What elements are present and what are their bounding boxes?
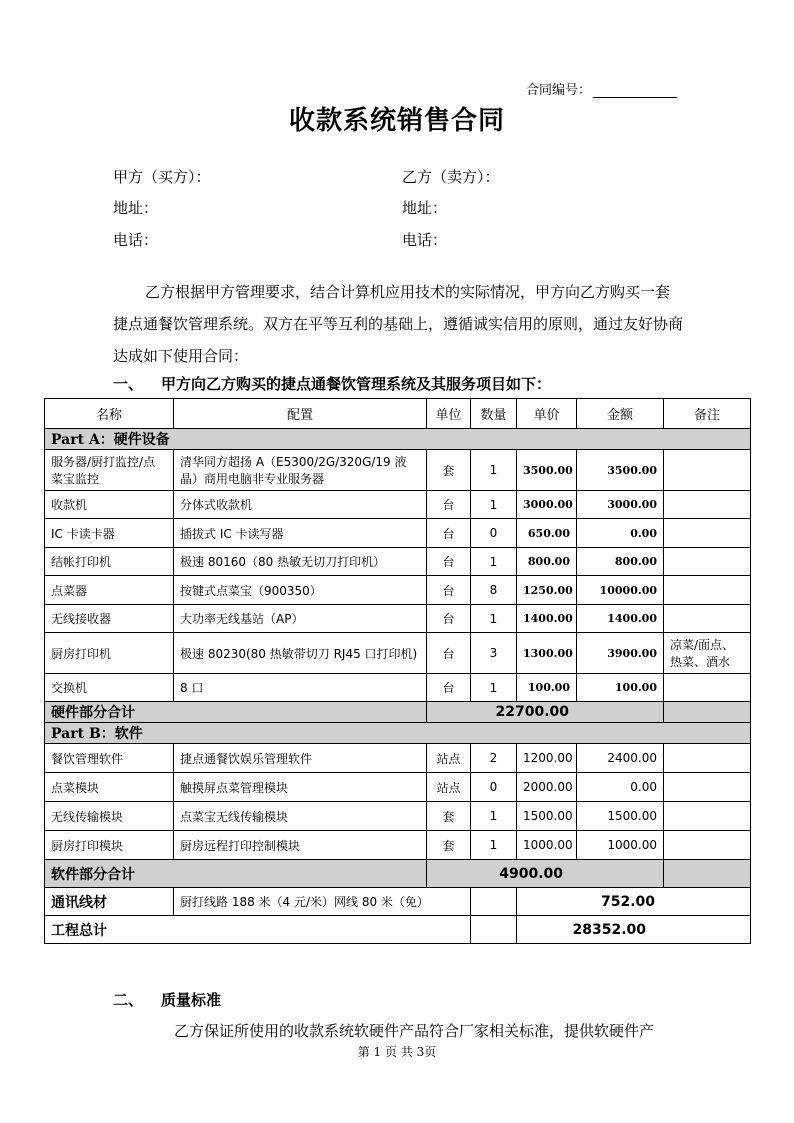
buyer-phone-label: 电话： [113, 231, 159, 249]
item-amount: 800.00 [577, 548, 664, 576]
item-note: 凉菜/面点、热菜、酒水 [664, 633, 751, 674]
header-note: 备注 [664, 399, 751, 429]
item-unit: 套 [427, 450, 471, 491]
item-note [664, 605, 751, 633]
section-1-heading [113, 373, 551, 394]
hardware-total-row-value: 22700.00 [427, 702, 664, 723]
seller-phone-label: 电话： [402, 231, 448, 249]
item-amount: 3500.00 [577, 450, 664, 491]
software-total-row-label: 软件部分合计 [45, 860, 427, 888]
item-name: 服务器/厨打监控/点菜宝监控 [45, 450, 174, 491]
item-price: 1500.00 [517, 802, 577, 831]
section-2-number: 二、 [113, 991, 144, 1009]
item-config: 分体式收款机 [174, 491, 427, 519]
empty-cell [664, 702, 751, 723]
table-row [45, 744, 751, 773]
item-note [664, 831, 751, 860]
table-row [45, 519, 751, 548]
item-note [664, 744, 751, 773]
item-qty: 1 [471, 548, 517, 576]
seller-label: 乙方（卖方）： [402, 168, 500, 186]
item-price: 800.00 [517, 548, 577, 576]
item-qty: 1 [471, 831, 517, 860]
item-amount: 1000.00 [577, 831, 664, 860]
item-qty: 1 [471, 450, 517, 491]
cable-config: 厨打线路 188 米（4 元/米）网线 80 米（免） [174, 888, 471, 916]
empty-cell [471, 916, 517, 944]
item-note [664, 519, 751, 548]
part-b-row [45, 723, 751, 744]
contract-number [526, 79, 677, 98]
item-config: 极速 80160（80 热敏无切刀打印机） [174, 548, 427, 576]
item-qty: 1 [471, 674, 517, 702]
item-qty: 0 [471, 773, 517, 802]
item-amount: 10000.00 [577, 576, 664, 605]
section-1-number: 一、 [113, 375, 144, 393]
item-price: 3500.00 [517, 450, 577, 491]
item-name: 无线传输模块 [45, 802, 174, 831]
item-note [664, 576, 751, 605]
header-name: 名称 [45, 399, 174, 429]
software-total-row-value: 4900.00 [427, 860, 664, 888]
cable-row [45, 888, 751, 916]
item-unit: 套 [427, 802, 471, 831]
buyer-label: 甲方（买方）： [113, 168, 211, 186]
item-name: 点菜模块 [45, 773, 174, 802]
item-qty: 1 [471, 491, 517, 519]
table-row [45, 548, 751, 576]
item-unit: 台 [427, 576, 471, 605]
buyer-address-label: 地址： [113, 199, 159, 217]
item-name: 厨房打印模块 [45, 831, 174, 860]
table-row [45, 802, 751, 831]
item-qty: 1 [471, 802, 517, 831]
item-config: 触摸屏点菜管理模块 [174, 773, 427, 802]
item-unit: 台 [427, 519, 471, 548]
item-config: 8 口 [174, 674, 427, 702]
item-price: 1400.00 [517, 605, 577, 633]
item-price: 3000.00 [517, 491, 577, 519]
section-2-heading [113, 989, 221, 1010]
section-1-title: 甲方向乙方购买的捷点通餐饮管理系统及其服务项目如下： [161, 375, 552, 393]
table-row [45, 674, 751, 702]
item-name: 结帐打印机 [45, 548, 174, 576]
seller-address-label: 地址： [402, 199, 448, 217]
item-qty: 1 [471, 605, 517, 633]
item-amount: 3000.00 [577, 491, 664, 519]
item-name: IC 卡读卡器 [45, 519, 174, 548]
item-amount: 1400.00 [577, 605, 664, 633]
item-note [664, 773, 751, 802]
document-title: 收款系统销售合同 [288, 106, 505, 136]
table-row [45, 576, 751, 605]
price-table [44, 398, 751, 944]
project-total-row [45, 916, 751, 944]
item-note [664, 548, 751, 576]
item-note [664, 491, 751, 519]
item-config: 捷点通餐饮娱乐管理软件 [174, 744, 427, 773]
item-price: 1300.00 [517, 633, 577, 674]
item-config: 点菜宝无线传输模块 [174, 802, 427, 831]
item-amount: 0.00 [577, 773, 664, 802]
item-price: 2000.00 [517, 773, 577, 802]
item-unit: 站点 [427, 744, 471, 773]
item-price: 1000.00 [517, 831, 577, 860]
table-row [45, 633, 751, 674]
item-price: 650.00 [517, 519, 577, 548]
item-name: 点菜器 [45, 576, 174, 605]
item-unit: 台 [427, 491, 471, 519]
item-amount: 100.00 [577, 674, 664, 702]
item-amount: 0.00 [577, 519, 664, 548]
empty-cell [664, 860, 751, 888]
item-config: 插拔式 IC 卡读写器 [174, 519, 427, 548]
item-name: 厨房打印机 [45, 633, 174, 674]
table-header-row [45, 399, 751, 429]
part-b-label: Part B：软件 [45, 723, 751, 744]
project-total-value: 28352.00 [517, 916, 751, 944]
item-price: 1250.00 [517, 576, 577, 605]
header-qty: 数量 [471, 399, 517, 429]
header-unit: 单位 [427, 399, 471, 429]
software-total-row [45, 860, 751, 888]
table-row [45, 605, 751, 633]
item-name: 无线接收器 [45, 605, 174, 633]
item-note [664, 674, 751, 702]
item-price: 1200.00 [517, 744, 577, 773]
section-2-title: 质量标准 [161, 991, 222, 1009]
header-config: 配置 [174, 399, 427, 429]
item-amount: 2400.00 [577, 744, 664, 773]
item-config: 清华同方超扬 A（E5300/2G/320G/19 液晶）商用电脑非专业服务器 [174, 450, 427, 491]
header-price: 单价 [517, 399, 577, 429]
item-name: 餐饮管理软件 [45, 744, 174, 773]
contract-number-blank [593, 85, 677, 98]
item-config: 极速 80230(80 热敏带切刀 RJ45 口打印机) [174, 633, 427, 674]
page-footer: 第 1 页 共 3页 [357, 1045, 437, 1059]
item-name: 交换机 [45, 674, 174, 702]
item-unit: 台 [427, 633, 471, 674]
item-unit: 台 [427, 674, 471, 702]
item-price: 100.00 [517, 674, 577, 702]
hardware-total-row-label: 硬件部分合计 [45, 702, 427, 723]
header-amount: 金额 [577, 399, 664, 429]
part-a-label: Part A：硬件设备 [45, 429, 751, 450]
cable-label: 通讯线材 [45, 888, 174, 916]
item-amount: 3900.00 [577, 633, 664, 674]
cable-amount: 752.00 [517, 888, 751, 916]
quality-text: 乙方保证所使用的收款系统软硬件产品符合厂家相关标准，提供软硬件产 [174, 1022, 655, 1040]
item-qty: 2 [471, 744, 517, 773]
hardware-total-row [45, 702, 751, 723]
item-unit: 台 [427, 605, 471, 633]
item-unit: 站点 [427, 773, 471, 802]
item-note [664, 450, 751, 491]
table-row [45, 491, 751, 519]
item-qty: 8 [471, 576, 517, 605]
part-a-row [45, 429, 751, 450]
table-row [45, 450, 751, 491]
empty-cell [471, 888, 517, 916]
contract-number-label: 合同编号： [526, 83, 592, 98]
item-qty: 0 [471, 519, 517, 548]
item-note [664, 802, 751, 831]
table-row [45, 773, 751, 802]
item-config: 厨房远程打印控制模块 [174, 831, 427, 860]
intro-paragraph: 乙方根据甲方管理要求，结合计算机应用技术的实际情况，甲方向乙方购买一套捷点通餐饮管理系统。双方在平等互利的基础上，遵循诚实信用的原则，通过友好协商达成如下使用合同： [113, 283, 684, 365]
item-amount: 1500.00 [577, 802, 664, 831]
item-config: 大功率无线基站（AP） [174, 605, 427, 633]
item-name: 收款机 [45, 491, 174, 519]
item-qty: 3 [471, 633, 517, 674]
project-total-label: 工程总计 [45, 916, 471, 944]
table-row [45, 831, 751, 860]
item-unit: 台 [427, 548, 471, 576]
item-unit: 套 [427, 831, 471, 860]
item-config: 按键式点菜宝（900350） [174, 576, 427, 605]
